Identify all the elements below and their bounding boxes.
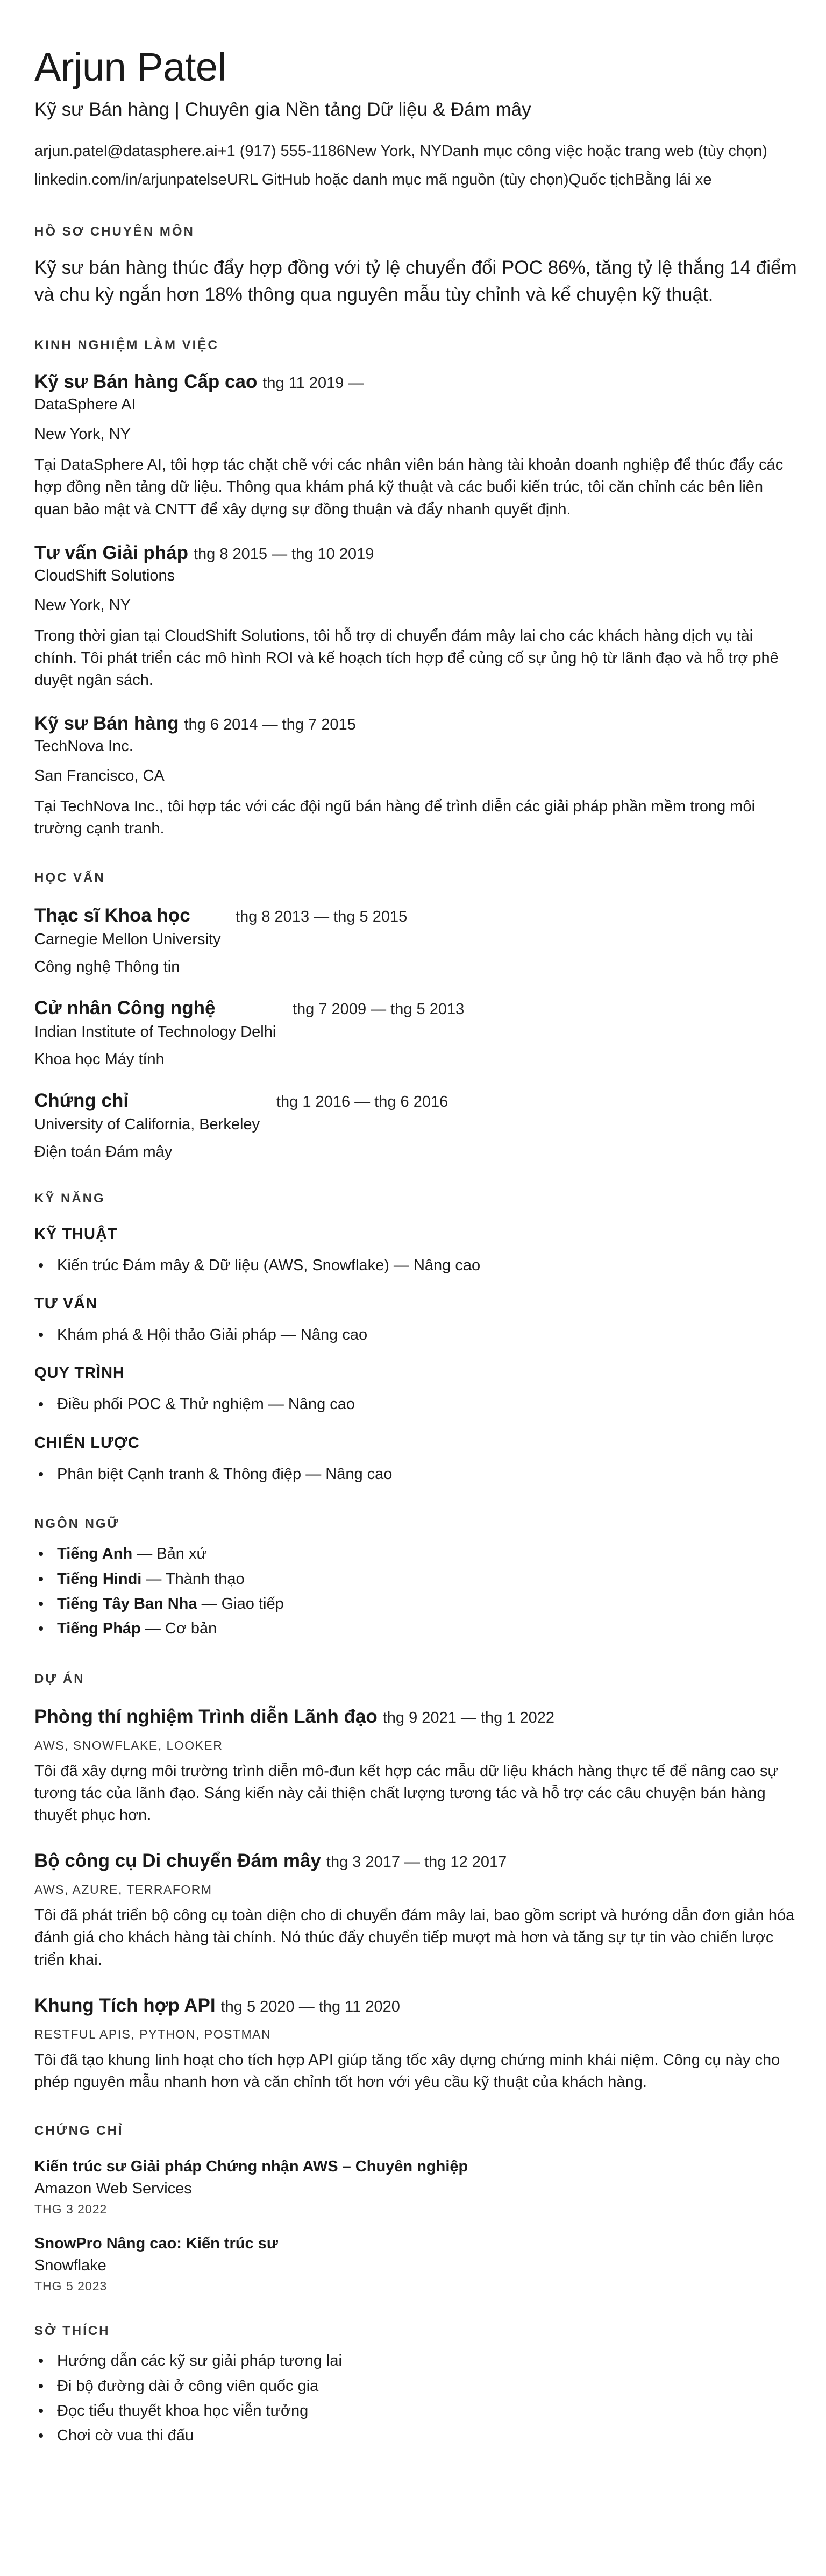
- section-title-education: HỌC VẤN: [34, 870, 105, 885]
- job-description: Trong thời gian tại CloudShift Solutions, tôi hỗ trợ di chuyển đám mây lai cho các khách hàng dịch vụ tài chính. Tôi phát triển các mô hình ROI và kế hoạch tích hợp để củng cố sự ủng hộ từ lãnh đạo và hỗ trợ phê duyệt ngân sách.: [34, 627, 779, 689]
- project-description: Tôi đã xây dựng môi trường trình diễn mô-đun kết hợp các mẫu dữ liệu khách hàng thực tế để nâng cao sự tương tác của lãnh đạo. Sáng kiến này cải thiện chất lượng tương tác và hỗ trợ các câu chuyện bán hàng thuyết phục hơn.: [34, 1762, 778, 1824]
- project-description: Tôi đã phát triển bộ công cụ toàn diện cho di chuyển đám mây lai, bao gồm script và hướng dẫn đơn giản hóa đánh giá cho khách hàng tài chính. Nó thúc đẩy chuyển tiếp mượt mà hơn và tăng sự tự tin vào chiến lược triển khai.: [34, 1907, 795, 1969]
- interest-item: Đi bộ đường dài ở công viên quốc gia: [34, 2374, 792, 2398]
- language-item: [34, 1616, 792, 1641]
- contact-nationality: Quốc tịch: [568, 171, 635, 188]
- section-title-experience: KINH NGHIỆM LÀM VIỆC: [34, 338, 219, 353]
- education-school: Carnegie Mellon University: [34, 930, 221, 948]
- job-title: Tư vấn Giải pháp: [34, 542, 188, 563]
- project-title: Phòng thí nghiệm Trình diễn Lãnh đạo: [34, 1705, 378, 1727]
- language-name: Tiếng Anh: [57, 1545, 133, 1563]
- skill-item: Khám phá & Hội thảo Giải pháp — Nâng cao: [34, 1322, 792, 1347]
- summary-text: Kỹ sư bán hàng thúc đẩy hợp đồng với tỷ lệ chuyển đổi POC 86%, tăng tỷ lệ thắng 14 điểm và chu kỳ ngắn hơn 18% thông qua nguyên mẫu tùy chỉnh và kể chuyện kỹ thuật.: [34, 257, 797, 305]
- job-company: CloudShift Solutions: [34, 567, 175, 584]
- job-company: DataSphere AI: [34, 396, 136, 414]
- certification-item: [34, 2235, 792, 2294]
- project-technologies: RESTFUL APIS, PYTHON, POSTMAN: [34, 2027, 272, 2041]
- job-title: Kỹ sư Bán hàng Cấp cao: [34, 371, 258, 393]
- certification-date: THG 5 2023: [34, 2279, 108, 2294]
- section-title-interests: SỞ THÍCH: [34, 2324, 110, 2339]
- project-item: [34, 1850, 795, 1971]
- skill-list: [34, 1322, 792, 1347]
- skill-category: QUY TRÌNH: [34, 1364, 125, 1382]
- education-dates: thg 7 2009 — thg 5 2013: [293, 1000, 465, 1018]
- language-name: Tiếng Pháp: [57, 1620, 141, 1638]
- job-description: Tại TechNova Inc., tôi hợp tác với các đội ngũ bán hàng để trình diễn các giải pháp phần mềm trong môi trường cạnh tranh.: [34, 798, 756, 838]
- education-degree: Cử nhân Công nghệ: [34, 997, 216, 1018]
- language-name: Tiếng Hindi: [57, 1570, 142, 1588]
- job-location: New York, NY: [34, 596, 131, 614]
- skill-list: [34, 1462, 792, 1487]
- certification-name: Kiến trúc sư Giải pháp Chứng nhận AWS – Chuyên nghiệp: [34, 2158, 468, 2176]
- job-dates: thg 11 2019 —: [262, 374, 364, 392]
- contact-line-secondary: [34, 170, 798, 194]
- job-company: TechNova Inc.: [34, 738, 133, 755]
- candidate-headline: Kỹ sư Bán hàng | Chuyên gia Nền tảng Dữ liệu & Đám mây: [34, 99, 531, 121]
- education-degree: Thạc sĩ Khoa học: [34, 904, 190, 926]
- language-item: [34, 1541, 792, 1566]
- job-location: New York, NY: [34, 426, 131, 443]
- language-level: — Cơ bản: [140, 1620, 217, 1638]
- project-title: Khung Tích hợp API: [34, 1994, 216, 2016]
- contact-linkedin[interactable]: linkedin.com/in/arjunpatelse: [34, 171, 227, 188]
- skill-item: Điều phối POC & Thử nghiệm — Nâng cao: [34, 1392, 792, 1417]
- language-level: — Thành thạo: [141, 1570, 245, 1588]
- projects-section: [34, 1671, 795, 2093]
- contact-location: New York, NY: [345, 143, 442, 160]
- interests-section: [34, 2324, 792, 2448]
- education-section: [34, 871, 792, 1161]
- project-item: [34, 1706, 792, 1827]
- language-level: — Bản xứ: [132, 1545, 207, 1563]
- language-item: [34, 1567, 792, 1591]
- education-field: Công nghệ Thông tin: [34, 958, 180, 975]
- contact-driving-license: Bằng lái xe: [635, 171, 712, 188]
- languages-section: [34, 1517, 792, 1641]
- language-level: — Giao tiếp: [197, 1595, 284, 1612]
- education-degree: Chứng chỉ: [34, 1089, 129, 1111]
- education-school: University of California, Berkeley: [34, 1115, 260, 1133]
- contact-portfolio[interactable]: Danh mục công việc hoặc trang web (tùy chọn): [441, 143, 767, 160]
- contact-github[interactable]: URL GitHub hoặc danh mục mã nguồn (tùy chọn): [226, 171, 569, 188]
- skills-section: [34, 1191, 792, 1487]
- education-item: [34, 1090, 792, 1161]
- job-description: Tại DataSphere AI, tôi hợp tác chặt chẽ với các nhân viên bán hàng tài khoản doanh nghiệp để thúc đẩy các hợp đồng nền tảng dữ liệu. Thông qua khám phá kỹ thuật và các buổi kiến trúc, tôi căn chỉnh các bên liên quan bảo mật và CNTT để xây dựng sự đồng thuận và đẩy nhanh quyết định.: [34, 456, 784, 518]
- language-item: [34, 1591, 792, 1616]
- language-name: Tiếng Tây Ban Nha: [57, 1595, 197, 1612]
- language-list: [34, 1541, 792, 1641]
- project-technologies: AWS, AZURE, TERRAFORM: [34, 1883, 212, 1897]
- section-title-certifications: CHỨNG CHỈ: [34, 2124, 124, 2139]
- project-dates: thg 9 2021 — thg 1 2022: [382, 1709, 555, 1726]
- project-description: Tôi đã tạo khung linh hoạt cho tích hợp API giúp tăng tốc xây dựng chứng minh khái niệm. Công cụ này cho phép nguyên mẫu nhanh hơn và căn chỉnh tốt hơn với yêu cầu kỹ thuật của khách hàng.: [34, 2051, 780, 2091]
- contact-email[interactable]: arjun.patel@datasphere.ai: [34, 143, 218, 160]
- education-field: Khoa học Máy tính: [34, 1050, 165, 1068]
- project-technologies: AWS, SNOWFLAKE, LOOKER: [34, 1738, 223, 1752]
- contact-phone[interactable]: +1 (917) 555-1186: [217, 143, 345, 160]
- certification-date: THG 3 2022: [34, 2202, 108, 2217]
- job-location: San Francisco, CA: [34, 767, 165, 785]
- experience-section: [34, 338, 792, 840]
- interest-item: Đọc tiểu thuyết khoa học viễn tưởng: [34, 2398, 792, 2423]
- section-title-summary: HỒ SƠ CHUYÊN MÔN: [34, 224, 195, 239]
- project-dates: thg 5 2020 — thg 11 2020: [220, 1998, 400, 2015]
- interest-item: Hướng dẫn các kỹ sư giải pháp tương lai: [34, 2348, 792, 2373]
- education-dates: thg 1 2016 — thg 6 2016: [276, 1093, 448, 1110]
- experience-item: [34, 542, 792, 692]
- certification-issuer: Snowflake: [34, 2257, 106, 2275]
- project-item: [34, 1995, 792, 2093]
- skill-item: Kiến trúc Đám mây & Dữ liệu (AWS, Snowflake) — Nâng cao: [34, 1253, 792, 1278]
- interest-item: Chơi cờ vua thi đấu: [34, 2423, 792, 2448]
- certification-issuer: Amazon Web Services: [34, 2180, 192, 2198]
- project-dates: thg 3 2017 — thg 12 2017: [326, 1853, 507, 1871]
- summary-section: [34, 224, 797, 308]
- education-school: Indian Institute of Technology Delhi: [34, 1023, 276, 1041]
- skill-category: TƯ VẤN: [34, 1295, 98, 1313]
- certification-name: SnowPro Nâng cao: Kiến trúc sư: [34, 2235, 278, 2253]
- skill-list: [34, 1253, 792, 1278]
- job-dates: thg 8 2015 — thg 10 2019: [193, 545, 374, 563]
- section-title-projects: DỰ ÁN: [34, 1671, 85, 1686]
- education-item: [34, 997, 792, 1068]
- education-item: [34, 905, 792, 976]
- education-dates: thg 8 2013 — thg 5 2015: [236, 908, 408, 925]
- experience-item: [34, 371, 792, 521]
- certifications-section: [34, 2124, 792, 2294]
- skill-category: CHIẾN LƯỢC: [34, 1434, 140, 1452]
- resume-header: [34, 45, 792, 194]
- skill-item: Phân biệt Cạnh tranh & Thông điệp — Nâng cao: [34, 1462, 792, 1487]
- interest-list: [34, 2348, 792, 2448]
- section-title-skills: KỸ NĂNG: [34, 1191, 105, 1206]
- contact-line-primary: [34, 141, 792, 161]
- certification-item: [34, 2158, 792, 2217]
- job-dates: thg 6 2014 — thg 7 2015: [184, 716, 356, 734]
- skill-category: KỸ THUẬT: [34, 1225, 118, 1243]
- job-title: Kỹ sư Bán hàng: [34, 713, 179, 734]
- section-title-languages: NGÔN NGỮ: [34, 1517, 120, 1532]
- education-field: Điện toán Đám mây: [34, 1143, 173, 1160]
- candidate-name: Arjun Patel: [34, 45, 226, 89]
- project-title: Bộ công cụ Di chuyển Đám mây: [34, 1850, 321, 1872]
- skill-list: [34, 1392, 792, 1417]
- experience-item: [34, 713, 792, 840]
